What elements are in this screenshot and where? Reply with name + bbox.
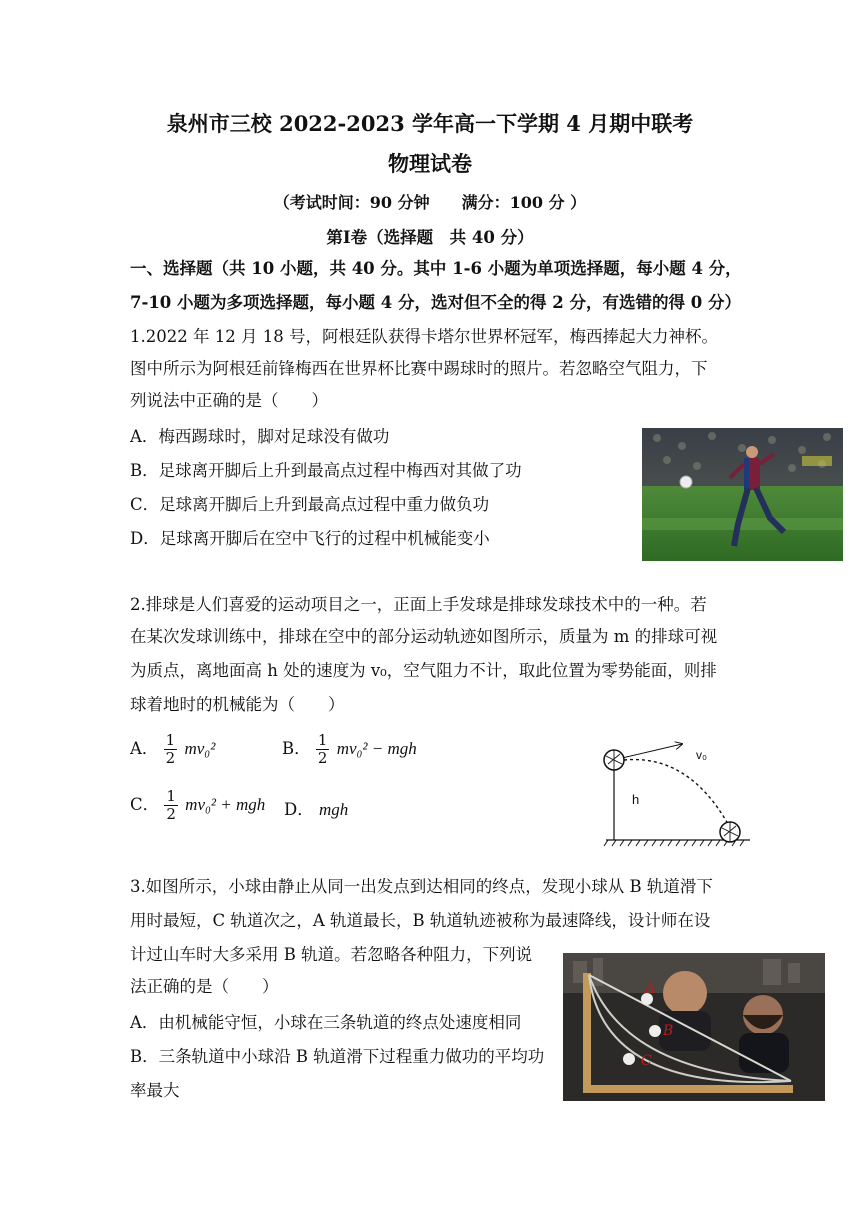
fraction-half (164, 732, 178, 767)
exam-info: （考试时间：90 分钟 满分：100 分 ） (273, 193, 587, 212)
fraction-numerator: 1 (317, 731, 328, 749)
q3-stem-line4: 法正确的是（ ） (130, 977, 279, 996)
option-letter: C． (130, 795, 160, 814)
height-label: h (632, 792, 640, 807)
expression-c: mv₀² + mgh (185, 795, 266, 814)
q1-stem-line3: 列说法中正确的是（ ） (130, 391, 328, 410)
track-label-a: A (645, 981, 656, 997)
fraction-half (316, 732, 330, 767)
fraction-numerator: 1 (166, 787, 176, 805)
option-letter: B． (282, 739, 311, 758)
q3-stem-line1: 3.如图所示，小球由静止从同一出发点到达相同的终点，发现小球从 B 轨道滑下 (130, 877, 713, 896)
part-heading: 第Ⅰ卷（选择题 共 40 分） (326, 228, 534, 247)
q3-stem-line2: 用时最短，C 轨道次之，A 轨道最长，B 轨道轨迹被称为最速降线，设计师在设 (130, 911, 711, 930)
option-letter: D． (284, 800, 314, 819)
q1-option-d: D．足球离开脚后在空中飞行的过程中机械能变小 (130, 529, 490, 548)
volleyball-trajectory-diagram (598, 736, 758, 852)
q2-option-d (284, 796, 348, 820)
football-player-photo (642, 428, 843, 561)
q2-stem-line3: 为质点，离地面高 h 处的速度为 v₀，空气阻力不计，取此位置为零势能面，则排 (130, 661, 717, 680)
q1-option-c: C．足球离开脚后上升到最高点过程中重力做负功 (130, 495, 490, 514)
q3-option-b-line1: B．三条轨道中小球沿 B 轨道滑下过程重力做功的平均功 (130, 1047, 545, 1066)
section-heading-line2: 7-10 小题为多项选择题，每小题 4 分，选对但不全的得 2 分，有选错的得 0 分） (130, 293, 741, 312)
section-heading-line1: 一、选择题（共 10 小题，共 40 分。其中 1-6 小题为单项选择题，每小题 4 分， (130, 259, 742, 278)
q2-stem-line2: 在某次发球训练中，排球在空中的部分运动轨迹如图所示，质量为 m 的排球可视 (130, 627, 718, 646)
fraction-half (164, 788, 178, 823)
subject-title: 物理试卷 (388, 151, 472, 176)
fraction-denominator: 2 (317, 749, 328, 767)
exam-title: 泉州市三校 2022-2023 学年高一下学期 4 月期中联考 (166, 111, 694, 136)
q1-option-b: B．足球离开脚后上升到最高点过程中梅西对其做了功 (130, 461, 522, 480)
track-label-c: C (641, 1053, 652, 1069)
q1-stem-line1: 1.2022 年 12 月 18 号，阿根廷队获得卡塔尔世界杯冠军，梅西捧起大力神杯。 (130, 327, 718, 346)
q1-option-a: A．梅西踢球时，脚对足球没有做功 (130, 427, 390, 446)
q3-option-a: A．由机械能守恒，小球在三条轨道的终点处速度相同 (130, 1013, 522, 1032)
fraction-numerator: 1 (165, 731, 176, 749)
fraction-denominator: 2 (166, 805, 176, 823)
q1-stem-line2: 图中所示为阿根廷前锋梅西在世界杯比赛中踢球时的照片。若忽略空气阻力，下 (130, 359, 708, 378)
q2-option-a (130, 732, 215, 767)
velocity-label: v₀ (696, 748, 707, 762)
q3-option-b-line2: 率最大 (130, 1081, 180, 1100)
expression-a: mv₀² (184, 739, 216, 758)
q3-stem-line3: 计过山车时大多采用 B 轨道。若忽略各种阻力，下列说 (130, 945, 533, 964)
q2-stem-line1: 2.排球是人们喜爱的运动项目之一，正面上手发球是排球发球技术中的一种。若 (130, 595, 707, 614)
q2-stem-line4: 球着地时的机械能为（ ） (130, 695, 345, 714)
brachistochrone-tracks-photo (563, 953, 825, 1101)
q2-option-b (282, 732, 417, 767)
track-label-b: B (663, 1023, 674, 1039)
expression-b: mv₀² − mgh (336, 739, 417, 758)
option-letter: A． (130, 739, 159, 758)
expression-d: mgh (318, 800, 349, 819)
fraction-denominator: 2 (165, 749, 176, 767)
q2-option-c (130, 788, 265, 823)
